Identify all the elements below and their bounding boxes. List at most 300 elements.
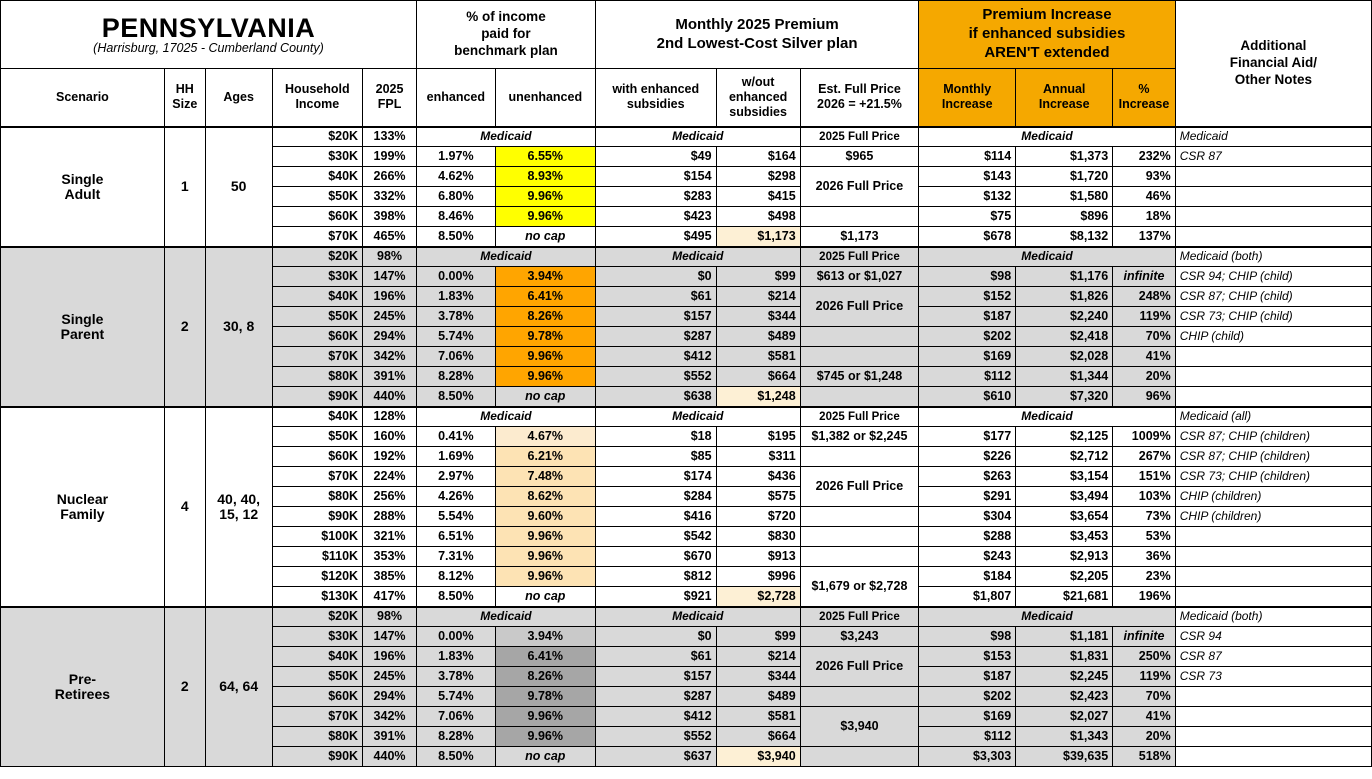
note-cell (1175, 167, 1371, 187)
full-price-blank (800, 207, 919, 227)
premium-with-cell: $637 (595, 747, 716, 767)
ages-nuclear-l1: 40, 40, (217, 490, 261, 507)
monthly-increase-cell: $187 (919, 307, 1016, 327)
col-income-l2: Income (295, 97, 340, 112)
unenhanced-cell: 9.78% (495, 687, 595, 707)
premium-without-cell: $489 (716, 687, 800, 707)
pct-increase-cell: 96% (1113, 387, 1176, 407)
premium-with-cell: $287 (595, 327, 716, 347)
pct-income-line2: paid for (481, 26, 531, 42)
premium-with-cell: $174 (595, 467, 716, 487)
enhanced-cell: 7.31% (417, 547, 496, 567)
income-cell: $70K (272, 347, 363, 367)
monthly-increase-cell: $98 (919, 267, 1016, 287)
premium-without-cell: $195 (716, 427, 800, 447)
premium-with-cell: $61 (595, 647, 716, 667)
unenhanced-cell: 9.96% (495, 187, 595, 207)
note-cell (1175, 367, 1371, 387)
annual-increase-cell: $2,423 (1016, 687, 1113, 707)
note-cell (1175, 707, 1371, 727)
full-price-blank (800, 347, 919, 367)
note-cell (1175, 227, 1371, 247)
premium-without-cell: $2,728 (716, 587, 800, 607)
premium-line1: Monthly 2025 Premium (675, 15, 839, 33)
scenario-single-adult-l2: Adult (64, 185, 101, 202)
full-price-2025-label: 2025 Full Price (800, 127, 919, 147)
col-household-income (272, 69, 363, 127)
annual-increase-cell: $39,635 (1016, 747, 1113, 767)
pct-increase-cell: 137% (1113, 227, 1176, 247)
note-cell: CSR 87 (1175, 147, 1371, 167)
col-ages: Ages (205, 69, 272, 127)
premium-without-cell: $99 (716, 627, 800, 647)
note-cell: CSR 73; CHIP (children) (1175, 467, 1371, 487)
income-cell: $40K (272, 167, 363, 187)
monthly-premium-header (595, 1, 918, 69)
fpl-cell: 288% (363, 507, 417, 527)
note-cell (1175, 747, 1371, 767)
income-cell: $20K (272, 607, 363, 627)
medicaid-increase-cell: Medicaid (919, 407, 1176, 427)
medicaid-pct-cell: Medicaid (417, 247, 596, 267)
pct-increase-cell: 20% (1113, 367, 1176, 387)
full-price-blank (800, 327, 919, 347)
monthly-increase-cell: $304 (919, 507, 1016, 527)
enhanced-cell: 8.28% (417, 367, 496, 387)
col-est-full-l2: 2026 = +21.5% (817, 97, 902, 112)
income-cell: $20K (272, 247, 363, 267)
income-cell: $110K (272, 547, 363, 567)
enhanced-cell: 4.26% (417, 487, 496, 507)
fpl-cell: 391% (363, 727, 417, 747)
hh-size-single-adult: 1 (164, 127, 205, 247)
scenario-nuclear-family-l1: Nuclear (56, 490, 109, 507)
annual-increase-cell: $896 (1016, 207, 1113, 227)
pct-increase-cell: 93% (1113, 167, 1176, 187)
income-cell: $40K (272, 287, 363, 307)
enhanced-cell: 0.00% (417, 627, 496, 647)
fpl-cell: 196% (363, 647, 417, 667)
annual-increase-cell: $1,343 (1016, 727, 1113, 747)
col-hh-size-l1: HH (175, 82, 194, 97)
monthly-increase-cell: $187 (919, 667, 1016, 687)
col-with-enhanced-subsidies (595, 69, 716, 127)
full-price-blank (800, 547, 919, 567)
col-wout-enh-l2: enhanced (728, 89, 788, 104)
annual-increase-cell: $1,181 (1016, 627, 1113, 647)
note-cell: CHIP (children) (1175, 487, 1371, 507)
medicaid-premium-cell: Medicaid (595, 247, 800, 267)
fpl-cell: 465% (363, 227, 417, 247)
premium-without-cell: $214 (716, 287, 800, 307)
enhanced-cell: 1.83% (417, 287, 496, 307)
unenhanced-cell: 9.96% (495, 727, 595, 747)
full-price-2026-value: $1,173 (800, 227, 919, 247)
premium-without-cell: $436 (716, 467, 800, 487)
premium-with-cell: $638 (595, 387, 716, 407)
annual-increase-cell: $1,720 (1016, 167, 1113, 187)
income-cell: $50K (272, 187, 363, 207)
annual-increase-cell: $2,418 (1016, 327, 1113, 347)
premium-with-cell: $61 (595, 287, 716, 307)
premium-with-cell: $283 (595, 187, 716, 207)
fpl-cell: 342% (363, 347, 417, 367)
note-cell (1175, 387, 1371, 407)
monthly-increase-cell: $202 (919, 687, 1016, 707)
unenhanced-cell: 9.96% (495, 547, 595, 567)
full-price-2025-value: $1,382 or $2,245 (800, 427, 919, 447)
note-cell: CSR 94; CHIP (child) (1175, 267, 1371, 287)
col-pct-l2: Increase (1118, 97, 1170, 112)
pct-increase-cell: 20% (1113, 727, 1176, 747)
col-hh-size-l2: Size (172, 97, 198, 112)
fpl-cell: 147% (363, 627, 417, 647)
medicaid-increase-cell: Medicaid (919, 247, 1176, 267)
note-cell: CSR 87; CHIP (children) (1175, 447, 1371, 467)
premium-without-cell: $214 (716, 647, 800, 667)
enhanced-cell: 8.50% (417, 587, 496, 607)
col-wout-enh-l1: w/out (741, 74, 775, 89)
premium-without-cell: $298 (716, 167, 800, 187)
unenhanced-cell: 9.96% (495, 367, 595, 387)
note-cell: CHIP (child) (1175, 327, 1371, 347)
increase-line1: Premium Increase (982, 6, 1112, 24)
pct-increase-cell: 70% (1113, 687, 1176, 707)
annual-increase-cell: $2,205 (1016, 567, 1113, 587)
income-cell: $30K (272, 627, 363, 647)
monthly-increase-cell: $112 (919, 367, 1016, 387)
enhanced-cell: 0.00% (417, 267, 496, 287)
fpl-cell: 398% (363, 207, 417, 227)
monthly-increase-cell: $263 (919, 467, 1016, 487)
pct-income-header (417, 1, 596, 69)
unenhanced-cell: 9.96% (495, 707, 595, 727)
annual-increase-cell: $3,453 (1016, 527, 1113, 547)
annual-increase-cell: $1,344 (1016, 367, 1113, 387)
enhanced-cell: 5.74% (417, 687, 496, 707)
unenhanced-cell: 8.93% (495, 167, 595, 187)
notes-line3: Other Notes (1234, 71, 1312, 87)
enhanced-cell: 6.80% (417, 187, 496, 207)
note-cell: Medicaid (both) (1175, 247, 1371, 267)
pct-increase-cell: 46% (1113, 187, 1176, 207)
unenhanced-cell: no cap (495, 387, 595, 407)
note-cell (1175, 187, 1371, 207)
enhanced-cell: 8.46% (417, 207, 496, 227)
col-with-enh-l2: subsidies (626, 97, 685, 112)
hh-size-nuclear-family: 4 (164, 407, 205, 607)
annual-increase-cell: $2,125 (1016, 427, 1113, 447)
ages-nuclear-l2: 15, 12 (219, 505, 259, 522)
fpl-cell: 385% (363, 567, 417, 587)
annual-increase-cell: $1,176 (1016, 267, 1113, 287)
annual-increase-cell: $1,831 (1016, 647, 1113, 667)
unenhanced-cell: 9.96% (495, 207, 595, 227)
state-title-cell (1, 1, 417, 69)
note-cell: CSR 73; CHIP (child) (1175, 307, 1371, 327)
premium-with-cell: $157 (595, 667, 716, 687)
pct-increase-cell: 53% (1113, 527, 1176, 547)
note-cell (1175, 587, 1371, 607)
pct-increase-cell: 18% (1113, 207, 1176, 227)
col-wout-enh-l3: subsidies (729, 104, 787, 119)
income-cell: $80K (272, 487, 363, 507)
col-pct-increase (1113, 69, 1176, 127)
unenhanced-cell: 7.48% (495, 467, 595, 487)
state-title: PENNSYLVANIA (101, 12, 316, 43)
income-cell: $30K (272, 267, 363, 287)
income-cell: $70K (272, 227, 363, 247)
enhanced-cell: 1.97% (417, 147, 496, 167)
fpl-cell: 192% (363, 447, 417, 467)
fpl-cell: 160% (363, 427, 417, 447)
monthly-increase-cell: $153 (919, 647, 1016, 667)
premium-without-cell: $575 (716, 487, 800, 507)
full-price-2025-value: $613 or $1,027 (800, 267, 919, 287)
fpl-cell: 245% (363, 667, 417, 687)
full-price-2026-label: 2026 Full Price (800, 467, 919, 507)
pct-increase-cell: 103% (1113, 487, 1176, 507)
full-price-blank (800, 527, 919, 547)
premium-with-cell: $284 (595, 487, 716, 507)
ages-pre-retirees: 64, 64 (205, 607, 272, 767)
full-price-2025-label: 2025 Full Price (800, 247, 919, 267)
full-price-2025-label: 2025 Full Price (800, 407, 919, 427)
enhanced-cell: 1.83% (417, 647, 496, 667)
col-monthly-l2: Increase (941, 97, 993, 112)
medicaid-premium-cell: Medicaid (595, 127, 800, 147)
premium-with-cell: $412 (595, 707, 716, 727)
unenhanced-cell: 4.67% (495, 427, 595, 447)
premium-without-cell: $913 (716, 547, 800, 567)
enhanced-cell: 8.50% (417, 747, 496, 767)
enhanced-cell: 5.74% (417, 327, 496, 347)
col-est-full-l1: Est. Full Price (818, 82, 901, 97)
monthly-increase-cell: $288 (919, 527, 1016, 547)
premium-with-cell: $670 (595, 547, 716, 567)
enhanced-cell: 1.69% (417, 447, 496, 467)
col-monthly-l1: Monthly (943, 82, 992, 97)
premium-without-cell: $99 (716, 267, 800, 287)
premium-without-cell: $415 (716, 187, 800, 207)
premium-with-cell: $423 (595, 207, 716, 227)
income-cell: $60K (272, 687, 363, 707)
pct-increase-cell: 73% (1113, 507, 1176, 527)
fpl-cell: 133% (363, 127, 417, 147)
premium-without-cell: $498 (716, 207, 800, 227)
premium-without-cell: $344 (716, 667, 800, 687)
monthly-increase-cell: $226 (919, 447, 1016, 467)
col-est-full-price (800, 69, 919, 127)
pct-increase-cell: 267% (1113, 447, 1176, 467)
col-monthly-increase (919, 69, 1016, 127)
income-cell: $120K (272, 567, 363, 587)
annual-increase-cell: $2,245 (1016, 667, 1113, 687)
enhanced-cell: 3.78% (417, 667, 496, 687)
col-enhanced: enhanced (417, 69, 496, 127)
pct-increase-cell: 1009% (1113, 427, 1176, 447)
annual-increase-cell: $2,028 (1016, 347, 1113, 367)
premium-without-cell: $3,940 (716, 747, 800, 767)
premium-with-cell: $18 (595, 427, 716, 447)
enhanced-cell: 5.54% (417, 507, 496, 527)
pct-increase-cell: 119% (1113, 307, 1176, 327)
col-scenario: Scenario (1, 69, 165, 127)
location-subtitle: (Harrisburg, 17025 - Cumberland County) (93, 41, 324, 56)
medicaid-premium-cell: Medicaid (595, 607, 800, 627)
notes-line1: Additional (1240, 37, 1307, 53)
premium-increase-header (919, 1, 1176, 69)
premium-line2: 2nd Lowest-Cost Silver plan (656, 34, 858, 52)
full-price-2025-value: $965 (800, 147, 919, 167)
enhanced-cell: 3.78% (417, 307, 496, 327)
premium-without-cell: $581 (716, 707, 800, 727)
income-cell: $80K (272, 727, 363, 747)
premium-with-cell: $542 (595, 527, 716, 547)
unenhanced-cell: no cap (495, 587, 595, 607)
note-cell: CSR 94 (1175, 627, 1371, 647)
unenhanced-cell: 8.26% (495, 307, 595, 327)
note-cell: CHIP (children) (1175, 507, 1371, 527)
income-cell: $50K (272, 307, 363, 327)
fpl-cell: 147% (363, 267, 417, 287)
col-unenhanced: unenhanced (495, 69, 595, 127)
unenhanced-cell: 8.62% (495, 487, 595, 507)
pct-increase-cell: 70% (1113, 327, 1176, 347)
note-cell (1175, 567, 1371, 587)
income-cell: $90K (272, 387, 363, 407)
enhanced-cell: 2.97% (417, 467, 496, 487)
fpl-cell: 417% (363, 587, 417, 607)
monthly-increase-cell: $291 (919, 487, 1016, 507)
enhanced-cell: 0.41% (417, 427, 496, 447)
ages-single-parent: 30, 8 (205, 247, 272, 407)
unenhanced-cell: 3.94% (495, 627, 595, 647)
unenhanced-cell: 9.78% (495, 327, 595, 347)
monthly-increase-cell: $112 (919, 727, 1016, 747)
scenario-single-parent-l1: Single (61, 310, 104, 327)
unenhanced-cell: no cap (495, 227, 595, 247)
income-cell: $60K (272, 327, 363, 347)
income-cell: $70K (272, 707, 363, 727)
premium-without-cell: $311 (716, 447, 800, 467)
unenhanced-cell: 6.41% (495, 647, 595, 667)
full-price-blank (800, 687, 919, 707)
premium-without-cell: $1,248 (716, 387, 800, 407)
unenhanced-cell: 6.55% (495, 147, 595, 167)
annual-increase-cell: $2,240 (1016, 307, 1113, 327)
premium-without-cell: $720 (716, 507, 800, 527)
enhanced-cell: 7.06% (417, 347, 496, 367)
premium-with-cell: $49 (595, 147, 716, 167)
enhanced-cell: 8.12% (417, 567, 496, 587)
monthly-increase-cell: $610 (919, 387, 1016, 407)
premium-with-cell: $287 (595, 687, 716, 707)
premium-with-cell: $921 (595, 587, 716, 607)
note-cell (1175, 727, 1371, 747)
premium-with-cell: $412 (595, 347, 716, 367)
col-fpl: 2025 FPL (363, 69, 417, 127)
pct-increase-cell: 23% (1113, 567, 1176, 587)
premium-with-cell: $552 (595, 367, 716, 387)
annual-increase-cell: $3,154 (1016, 467, 1113, 487)
premium-with-cell: $0 (595, 627, 716, 647)
unenhanced-cell: 6.21% (495, 447, 595, 467)
full-price-2026-label: 2026 Full Price (800, 167, 919, 207)
income-cell: $60K (272, 447, 363, 467)
enhanced-cell: 6.51% (417, 527, 496, 547)
income-cell: $130K (272, 587, 363, 607)
monthly-increase-cell: $98 (919, 627, 1016, 647)
premium-without-cell: $164 (716, 147, 800, 167)
premium-without-cell: $344 (716, 307, 800, 327)
increase-line2: if enhanced subsidies (968, 25, 1126, 43)
income-cell: $40K (272, 407, 363, 427)
enhanced-cell: 8.28% (417, 727, 496, 747)
fpl-cell: 321% (363, 527, 417, 547)
annual-increase-cell: $7,320 (1016, 387, 1113, 407)
full-price-2026-label: 2026 Full Price (800, 647, 919, 687)
enhanced-cell: 7.06% (417, 707, 496, 727)
income-cell: $60K (272, 207, 363, 227)
monthly-increase-cell: $75 (919, 207, 1016, 227)
monthly-increase-cell: $132 (919, 187, 1016, 207)
annual-increase-cell: $2,712 (1016, 447, 1113, 467)
scenario-pre-retirees-l1: Pre- (68, 671, 97, 688)
hh-size-pre-retirees: 2 (164, 607, 205, 767)
monthly-increase-cell: $114 (919, 147, 1016, 167)
income-cell: $30K (272, 147, 363, 167)
fpl-cell: 342% (363, 707, 417, 727)
note-cell: Medicaid (both) (1175, 607, 1371, 627)
monthly-increase-cell: $1,807 (919, 587, 1016, 607)
fpl-cell: 224% (363, 467, 417, 487)
premium-without-cell: $489 (716, 327, 800, 347)
full-price-2026-value: $1,679 or $2,728 (800, 567, 919, 607)
annual-increase-cell: $8,132 (1016, 227, 1113, 247)
full-price-blank (800, 447, 919, 467)
pct-increase-cell: 151% (1113, 467, 1176, 487)
premium-without-cell: $996 (716, 567, 800, 587)
annual-increase-cell: $21,681 (1016, 587, 1113, 607)
fpl-cell: 196% (363, 287, 417, 307)
monthly-increase-cell: $678 (919, 227, 1016, 247)
pct-increase-cell: 196% (1113, 587, 1176, 607)
fpl-cell: 294% (363, 327, 417, 347)
col-annual-l1: Annual (1043, 82, 1086, 97)
full-price-2025-value: $3,243 (800, 627, 919, 647)
premium-without-cell: $664 (716, 727, 800, 747)
fpl-cell: 266% (363, 167, 417, 187)
note-cell (1175, 347, 1371, 367)
scenario-single-adult-l1: Single (61, 170, 104, 187)
full-price-blank (800, 507, 919, 527)
premium-with-cell: $154 (595, 167, 716, 187)
unenhanced-cell: 9.96% (495, 347, 595, 367)
premium-without-cell: $664 (716, 367, 800, 387)
annual-increase-cell: $1,373 (1016, 147, 1113, 167)
unenhanced-cell: 9.96% (495, 527, 595, 547)
income-cell: $100K (272, 527, 363, 547)
full-price-2026-label: 2026 Full Price (800, 287, 919, 327)
premium-without-cell: $581 (716, 347, 800, 367)
note-cell: CSR 87 (1175, 647, 1371, 667)
scenario-single-parent (1, 247, 165, 407)
medicaid-pct-cell: Medicaid (417, 607, 596, 627)
full-price-2026-value: $745 or $1,248 (800, 367, 919, 387)
note-cell: CSR 87; CHIP (children) (1175, 427, 1371, 447)
increase-line3: AREN'T extended (984, 43, 1110, 61)
